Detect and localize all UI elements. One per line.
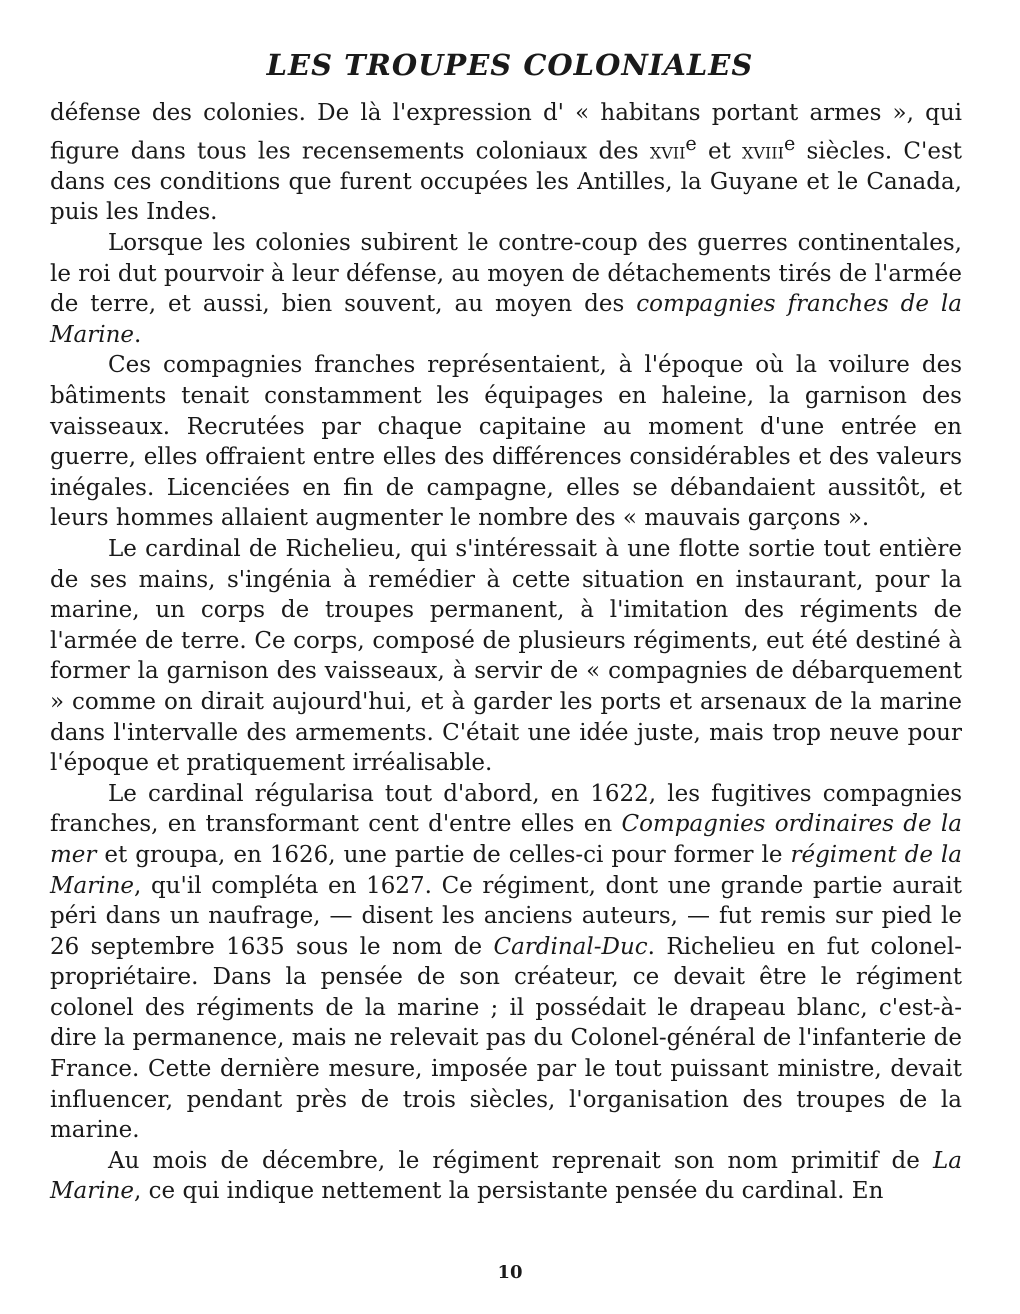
- page-number: 10: [497, 1262, 523, 1283]
- running-head: LES TROUPES COLONIALES: [266, 48, 754, 82]
- paragraph-2: Lorsque les colonies subirent le contre-coup des guerres continentales, le roi dut pourvoir à leur défense, au moyen de détachements tirés de l'armée de terre, et aussi, bien souvent, au moyen des compagnies franches de la Marine.: [50, 230, 962, 348]
- paragraph-4: Le cardinal de Richelieu, qui s'intéressait à une flotte sortie tout entière de ses mains, s'ingénia à remédier à cette situation en instaurant, pour la marine, un corps de troupes permanent, à l'imitation des régiments de l'armée de terre. Ce corps, composé de plusieurs régiments, eut été destiné à former la garnison des vaisseaux, à servir de « compagnies de débarquement » comme on dirait aujourd'hui, et à garder les ports et arsenaux de la marine dans l'intervalle des armements. C'était une idée juste, mais trop neuve pour l'époque et pratiquement irréalisable.: [50, 535, 962, 777]
- paragraph-1: défense des colonies. De là l'expression d' « habitans portant armes », qui figure dans tous les recensements coloniaux des xvii$^e$ et xviii$^e$ siècles. C'est dans ces conditions que furent occupées les Antilles, la Guyane et le Canada, puis les Indes.: [50, 100, 963, 226]
- body-text: [50, 98, 962, 1207]
- paragraph-6: Au mois de décembre, le régiment reprenait son nom primitif de La Marine, ce qui indique nettement la persistante pensée du cardinal. En: [50, 1147, 962, 1205]
- paragraph-5: Le cardinal régularisa tout d'abord, en 1622, les fugitives compagnies franches, en transformant cent d'entre elles en Compagnies ordinaires de la mer et groupa, en 1626, une partie de celles-ci pour former le régiment de la Marine, qu'il compléta en 1627. Ce régiment, dont une grande partie aurait péri dans un naufrage, — disent les anciens auteurs, — fut remis sur pied le 26 septembre 1635 sous le nom de Cardinal-Duc. Richelieu en fut colonel-propriétaire. Dans la pensée de son créateur, ce devait être le régiment colonel des régiments de la marine ; il possédait le drapeau blanc, c'est-à-dire la permanence, mais ne relevait pas du Colonel-général de l'infanterie de France. Cette dernière mesure, imposée par le tout puissant ministre, devait influencer, pendant près de trois siècles, l'organisation des troupes de la marine.: [50, 780, 963, 1144]
- paragraph-3: Ces compagnies franches représentaient, à l'époque où la voilure des bâtiments tenait constamment les équipages en haleine, la garnison des vaisseaux. Recrutées par chaque capitaine au moment d'une entrée en guerre, elles offraient entre elles des différences considérables et des valeurs inégales. Licenciées en fin de campagne, elles se débandaient aussitôt, et leurs hommes allaient augmenter le nombre des « mauvais garçons ».: [50, 352, 962, 532]
